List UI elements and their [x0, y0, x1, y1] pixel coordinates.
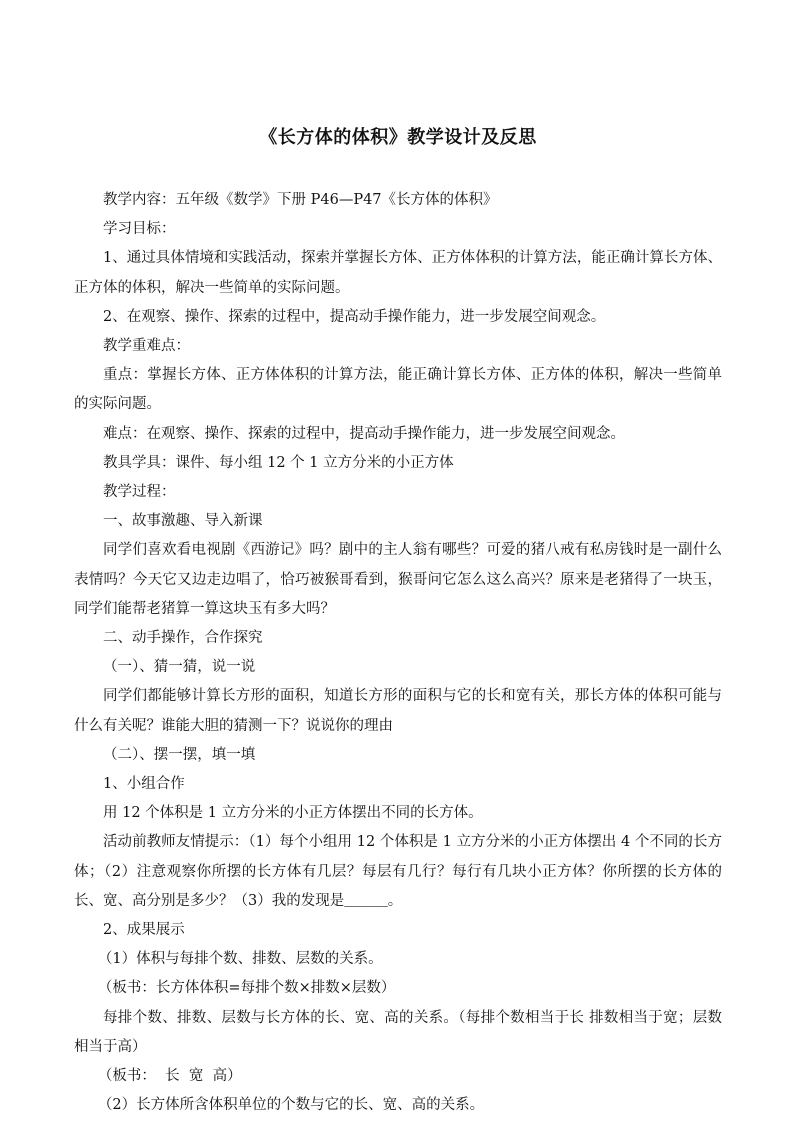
paragraph-blackboard-formula: （板书：长方体体积=每排个数×排数×层数） — [97, 980, 396, 997]
paragraph-blackboard-dimensions: （板书： 长 宽 高） — [97, 1068, 242, 1085]
document-page — [74, 0, 722, 1123]
paragraph-process-heading: 教学过程： — [103, 484, 176, 501]
paragraph-teacher-tips: 活动前教师友情提示：（1）每个小组用 12 个体积是 1 立方分米的小正方体摆出 4 个不同的长方体；（2）注意观察你所摆的长方体有几层？每层有几行？每行有几块小正方体？你所摆的长方体的长、宽、高分别是多少？（3）我的发现是＿＿＿。 — [74, 834, 722, 909]
paragraph-key-points-heading: 教学重难点： — [103, 338, 190, 355]
paragraph-teaching-aids: 教具学具：课件、每小组 12 个 1 立方分米的小正方体 — [103, 454, 454, 471]
paragraph-learning-objectives-heading: 学习目标： — [103, 221, 176, 238]
document-body — [74, 186, 722, 1121]
paragraph-subsection-1-heading: （一）、猜一猜，说一说 — [103, 659, 256, 676]
paragraph-objective-1: 1、通过具体情境和实践活动，探索并掌握长方体、正方体体积的计算方法，能正确计算长方体、正方体的体积，解决一些简单的实际问题。 — [74, 250, 722, 296]
paragraph-key-point: 重点：掌握长方体、正方体体积的计算方法，能正确计算长方体、正方体的体积，解决一些简单的实际问题。 — [74, 367, 722, 413]
paragraph-results-heading: 2、成果展示 — [103, 922, 185, 939]
paragraph-guess-discussion: 同学们都能够计算长方形的面积，知道长方形的面积与它的长和宽有关，那长方体的体积可能与什么有关呢？谁能大胆的猜测一下？说说你的理由 — [74, 688, 722, 734]
paragraph-group-cooperation-heading: 1、小组合作 — [103, 776, 185, 793]
paragraph-story-intro: 同学们喜欢看电视剧《西游记》吗？剧中的主人翁有哪些？可爱的猪八戒有私房钱时是一副什么表情吗？今天它又边走边唱了，恰巧被猴哥看到，猴哥问它怎么这么高兴？原来是老猪得了一块玉，同学们能帮老猪算一算这块玉有多大吗？ — [74, 542, 722, 617]
paragraph-section-1-heading: 一、故事激趣、导入新课 — [103, 513, 263, 530]
paragraph-teaching-content: 教学内容：五年级《数学》下册 P46—P47《长方体的体积》 — [103, 192, 498, 208]
paragraph-subsection-2-heading: （二）、摆一摆，填一填 — [103, 746, 256, 763]
paragraph-dimension-relation: 每排个数、排数、层数与长方体的长、宽、高的关系。（每排个数相当于长 排数相当于宽；层数相当于高） — [74, 1009, 722, 1055]
paragraph-unit-count-relation: （2）长方体所含体积单位的个数与它的长、宽、高的关系。 — [97, 1097, 485, 1114]
paragraph-objective-2: 2、在观察、操作、探索的过程中，提高动手操作能力，进一步发展空间观念。 — [103, 308, 606, 325]
paragraph-difficulty: 难点：在观察、操作、探索的过程中，提高动手操作能力，进一步发展空间观念。 — [103, 425, 625, 442]
paragraph-volume-relation: （1）体积与每排个数、排数、层数的关系。 — [97, 951, 383, 968]
paragraph-cube-activity: 用 12 个体积是 1 立方分米的小正方体摆出不同的长方体。 — [103, 805, 483, 822]
paragraph-section-2-heading: 二、动手操作，合作探究 — [103, 630, 263, 647]
document-title: 《长方体的体积》教学设计及反思 — [259, 127, 537, 148]
